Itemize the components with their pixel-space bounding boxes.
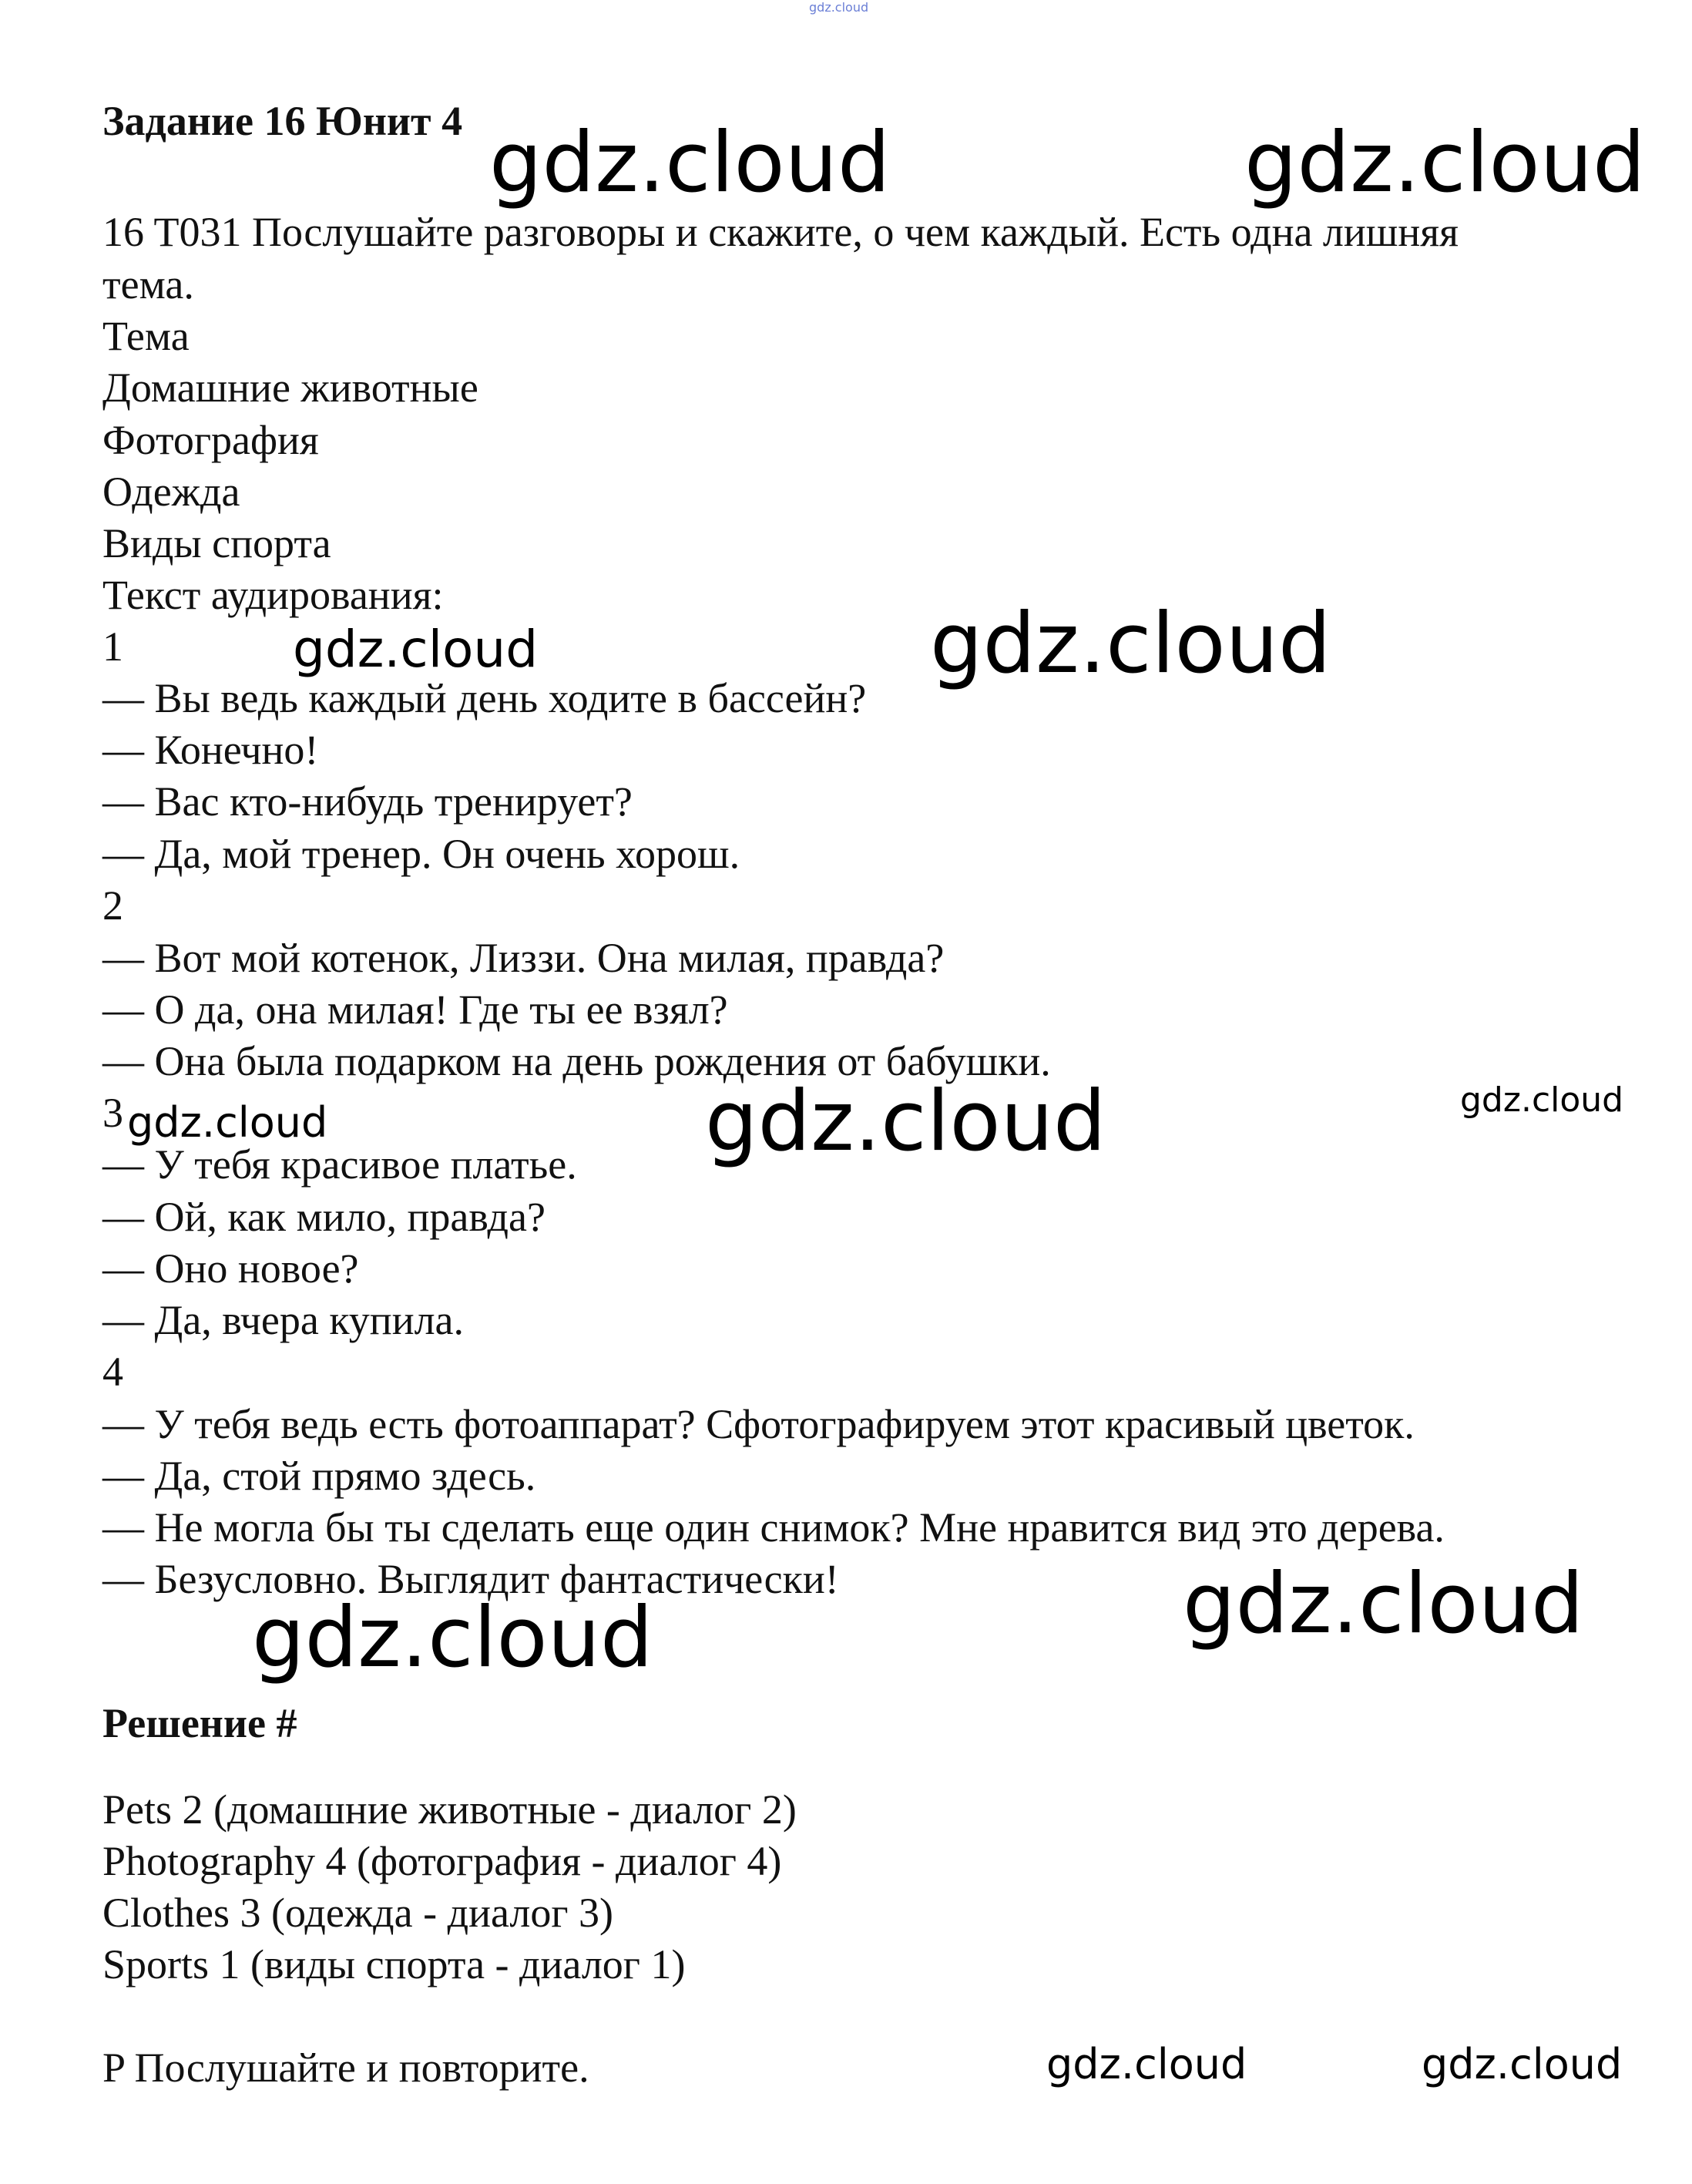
answer-item: Clothes 3 (одежда - диалог 3)	[102, 1890, 614, 1936]
task-instruction-line-1: 16 T031 Послушайте разговоры и скажите, о чем каждый. Есть одна лишняя	[102, 209, 1459, 255]
dialog-line: — Она была подарком на день рождения от бабушки.	[102, 1038, 1051, 1084]
dialog-line: — Безусловно. Выглядит фантастически!	[102, 1556, 839, 1602]
dialog-line: — У тебя ведь есть фотоаппарат? Сфотографируем этот красивый цветок.	[102, 1401, 1415, 1447]
top-watermark: gdz.cloud	[809, 0, 869, 15]
topic-item: Виды спорта	[102, 520, 331, 566]
topic-item: Домашние животные	[102, 365, 478, 411]
task-instruction-line-2: тема.	[102, 261, 194, 307]
dialog-line: — Ой, как мило, правда?	[102, 1194, 546, 1240]
watermark: gdz.cloud	[252, 1590, 653, 1686]
watermark: gdz.cloud	[1183, 1556, 1584, 1652]
dialog-number: 2	[102, 882, 123, 929]
dialog-line: — Вы ведь каждый день ходите в бассейн?	[102, 675, 867, 721]
topic-item: Фотография	[102, 417, 319, 463]
watermark: gdz.cloud	[1422, 2040, 1623, 2088]
watermark: gdz.cloud	[489, 115, 891, 211]
answer-item: Photography 4 (фотография - диалог 4)	[102, 1838, 782, 1884]
page-title: Задание 16 Юнит 4	[102, 98, 463, 144]
watermark: gdz.cloud	[1046, 2040, 1247, 2088]
dialog-line: — Да, стой прямо здесь.	[102, 1453, 536, 1499]
watermark: gdz.cloud	[1460, 1080, 1624, 1120]
dialog-line: — Да, мой тренер. Он очень хорош.	[102, 831, 740, 877]
audio-heading: Текст аудирования:	[102, 572, 444, 618]
dialog-line: — Конечно!	[102, 727, 319, 773]
watermark: gdz.cloud	[293, 620, 539, 679]
dialog-line: — Да, вчера купила.	[102, 1297, 465, 1343]
footer-instruction: P Послушайте и повторите.	[102, 2045, 589, 2091]
watermark: gdz.cloud	[705, 1074, 1106, 1170]
topics-heading: Тема	[102, 313, 190, 359]
answer-item: Sports 1 (виды спорта - диалог 1)	[102, 1941, 686, 1987]
dialog-line: — У тебя красивое платье.	[102, 1141, 577, 1188]
watermark: gdz.cloud	[930, 596, 1331, 692]
watermark: gdz.cloud	[1244, 115, 1646, 211]
dialog-number: 1	[102, 623, 123, 670]
answer-item: Pets 2 (домашние животные - диалог 2)	[102, 1786, 797, 1833]
solution-heading: Решение #	[102, 1700, 297, 1746]
topic-item: Одежда	[102, 469, 240, 515]
dialog-line: — Не могла бы ты сделать еще один снимок? Мне нравится вид это дерева.	[102, 1504, 1445, 1551]
watermark: gdz.cloud	[127, 1098, 328, 1147]
dialog-line: — Вот мой котенок, Лиззи. Она милая, правда?	[102, 935, 945, 981]
dialog-number: 4	[102, 1349, 123, 1395]
dialog-line: — Оно новое?	[102, 1245, 359, 1292]
dialog-line: — О да, она милая! Где ты ее взял?	[102, 986, 728, 1033]
dialog-number: 3	[102, 1090, 123, 1136]
dialog-line: — Вас кто-нибудь тренирует?	[102, 778, 633, 825]
